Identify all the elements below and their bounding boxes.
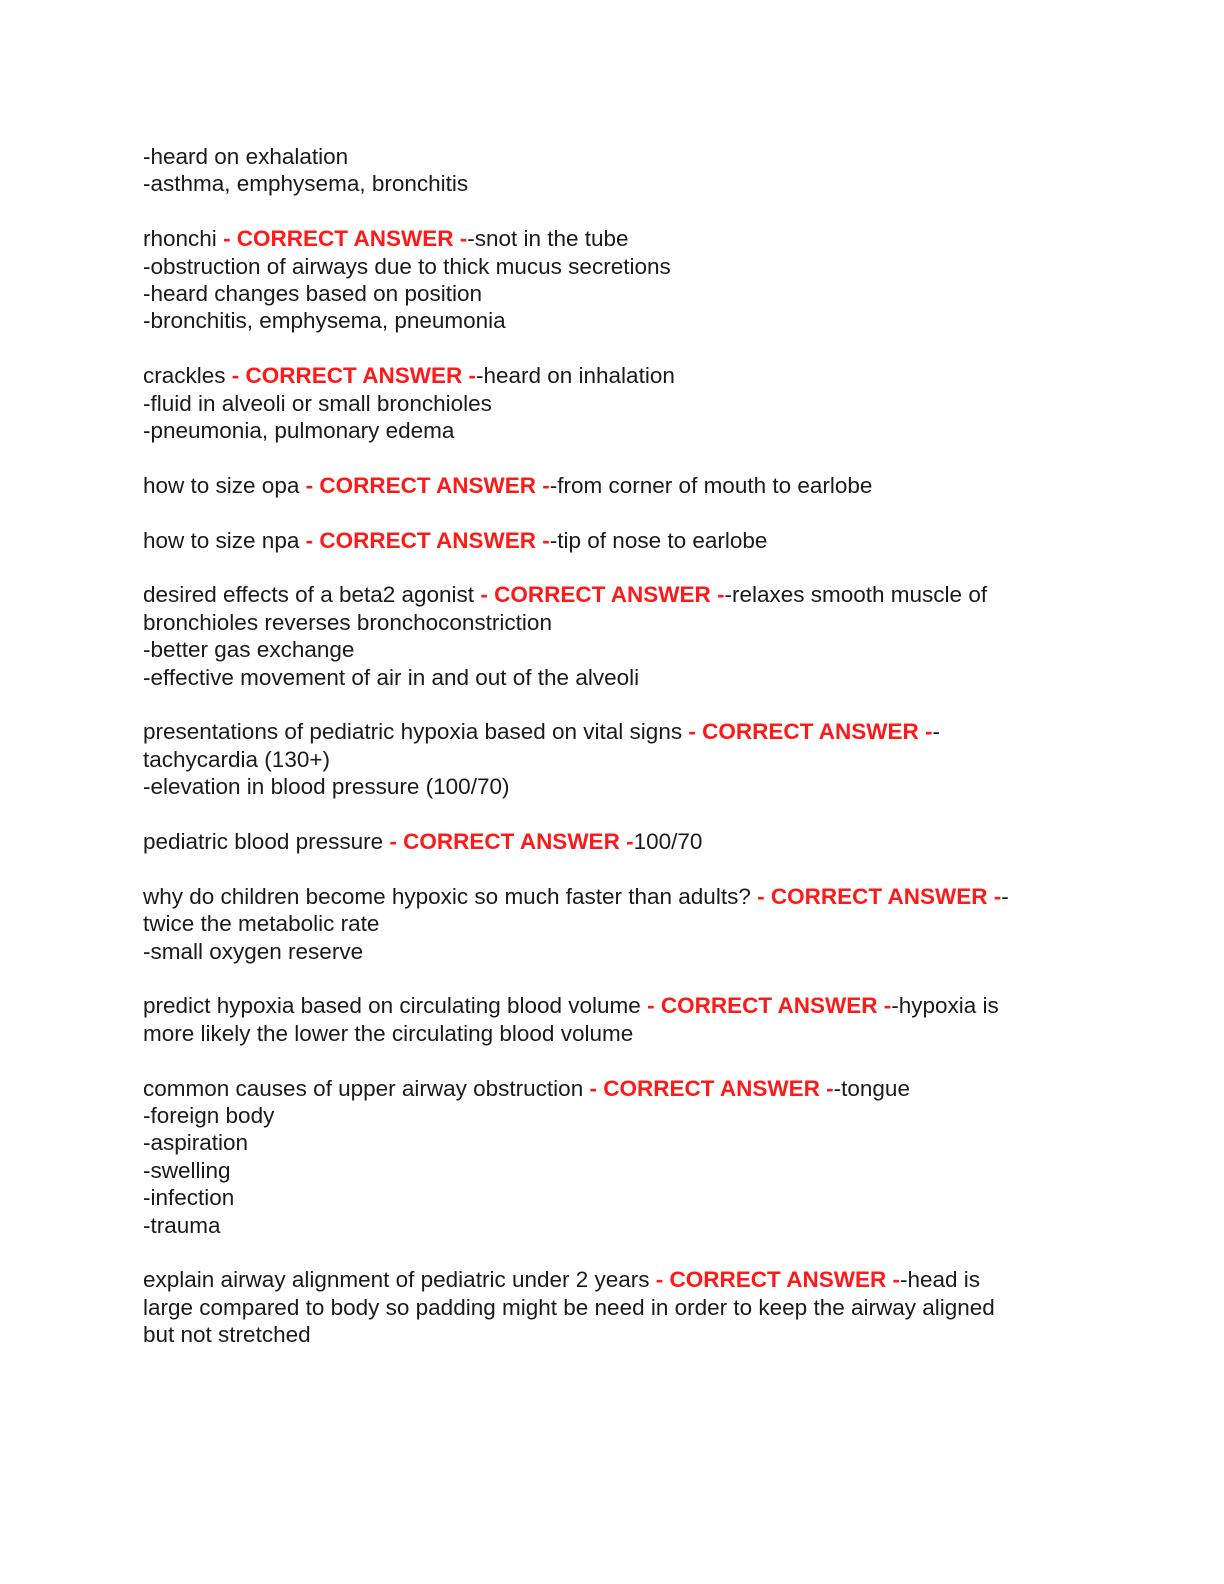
qa-block-airway-alignment [143,1266,1083,1348]
qa-block-continuation [143,143,1083,198]
question-text: desired effects of a beta2 agonist [143,582,475,608]
answer-line: -pneumonia, pulmonary edema [143,418,455,444]
correct-answer-tag: - CORRECT ANSWER - [480,582,725,608]
correct-answer-tag: - CORRECT ANSWER - [389,829,634,855]
answer-line: bronchioles reverses bronchoconstriction [143,609,552,635]
qa-block-rhonchi [143,225,1083,335]
qa-first-line [143,225,1083,252]
answer-text: - [932,719,940,745]
answer-line: -fluid in alveoli or small bronchioles [143,390,492,416]
answer-line: -elevation in blood pressure (100/70) [143,774,510,800]
question-text: explain airway alignment of pediatric under 2 years [143,1267,650,1293]
question-text: crackles [143,363,226,389]
correct-answer-tag: - CORRECT ANSWER - [305,472,550,498]
answer-line: -heard on exhalation [143,144,349,169]
question-text: why do children become hypoxic so much faster than adults? [143,883,751,909]
qa-block-beta2 [143,581,1083,691]
question-text: rhonchi [143,226,217,252]
correct-answer-tag: - CORRECT ANSWER - [688,719,933,745]
qa-first-line [143,1075,1083,1102]
qa-block-blood-pressure [143,828,1083,855]
correct-answer-tag: - CORRECT ANSWER - [647,993,892,1019]
qa-block-blood-volume [143,992,1083,1047]
answer-line: -effective movement of air in and out of the alveoli [143,664,640,690]
question-text: how to size opa [143,472,300,498]
qa-first-line [143,992,1083,1019]
question-text: pediatric blood pressure [143,829,384,855]
question-text: presentations of pediatric hypoxia based on vital signs [143,719,683,745]
answer-text: -hypoxia is [891,993,999,1019]
answer-text: -relaxes smooth muscle of [724,582,988,608]
answer-line: -better gas exchange [143,637,355,663]
answer-line: -obstruction of airways due to thick mucus secretions [143,253,671,279]
answer-text: -snot in the tube [467,226,629,252]
correct-answer-tag: - CORRECT ANSWER - [305,527,550,553]
answer-text: - [1001,883,1009,909]
answer-text: -head is [899,1267,980,1293]
qa-first-line [143,828,1083,855]
answer-line: but not stretched [143,1322,311,1348]
answer-line: more likely the lower the circulating blood volume [143,1020,634,1046]
qa-first-line [143,1266,1083,1293]
answer-line: -asthma, emphysema, bronchitis [143,171,469,197]
answer-line: -trauma [143,1212,221,1238]
correct-answer-tag: - CORRECT ANSWER - [589,1075,834,1101]
qa-first-line [143,718,1083,745]
answer-text: 100/70 [633,829,703,855]
qa-first-line [143,527,1083,554]
answer-line: tachycardia (130+) [143,746,330,772]
correct-answer-tag: - CORRECT ANSWER - [655,1267,900,1293]
question-text: how to size npa [143,527,300,553]
question-text: predict hypoxia based on circulating blood volume [143,993,641,1019]
qa-first-line [143,581,1083,608]
answer-line: -small oxygen reserve [143,938,364,964]
answer-line: -foreign body [143,1103,275,1129]
correct-answer-tag: - CORRECT ANSWER - [757,883,1002,909]
qa-block-airway-obstruction [143,1075,1083,1239]
qa-first-line [143,362,1083,389]
answer-line: -swelling [143,1157,231,1183]
qa-block-children-hypoxic [143,883,1083,965]
qa-block-opa [143,472,1083,499]
qa-block-crackles [143,362,1083,444]
correct-answer-tag: - CORRECT ANSWER - [231,363,476,389]
qa-block-hypoxia-vitals [143,718,1083,800]
answer-text: -from corner of mouth to earlobe [549,472,873,498]
answer-text: -tongue [833,1075,910,1101]
answer-text: -tip of nose to earlobe [549,527,768,553]
answer-line: -infection [143,1185,235,1211]
answer-line: -heard changes based on position [143,281,482,307]
question-text: common causes of upper airway obstruction [143,1075,584,1101]
answer-line: -bronchitis, emphysema, pneumonia [143,308,506,334]
answer-text: -heard on inhalation [475,363,675,389]
document-page [143,143,1083,1376]
correct-answer-tag: - CORRECT ANSWER - [223,226,468,252]
answer-line: twice the metabolic rate [143,911,380,937]
answer-line: -aspiration [143,1130,249,1156]
answer-line: large compared to body so padding might be need in order to keep the airway aligned [143,1294,995,1320]
qa-block-npa [143,527,1083,554]
qa-first-line [143,472,1083,499]
qa-first-line [143,883,1083,910]
